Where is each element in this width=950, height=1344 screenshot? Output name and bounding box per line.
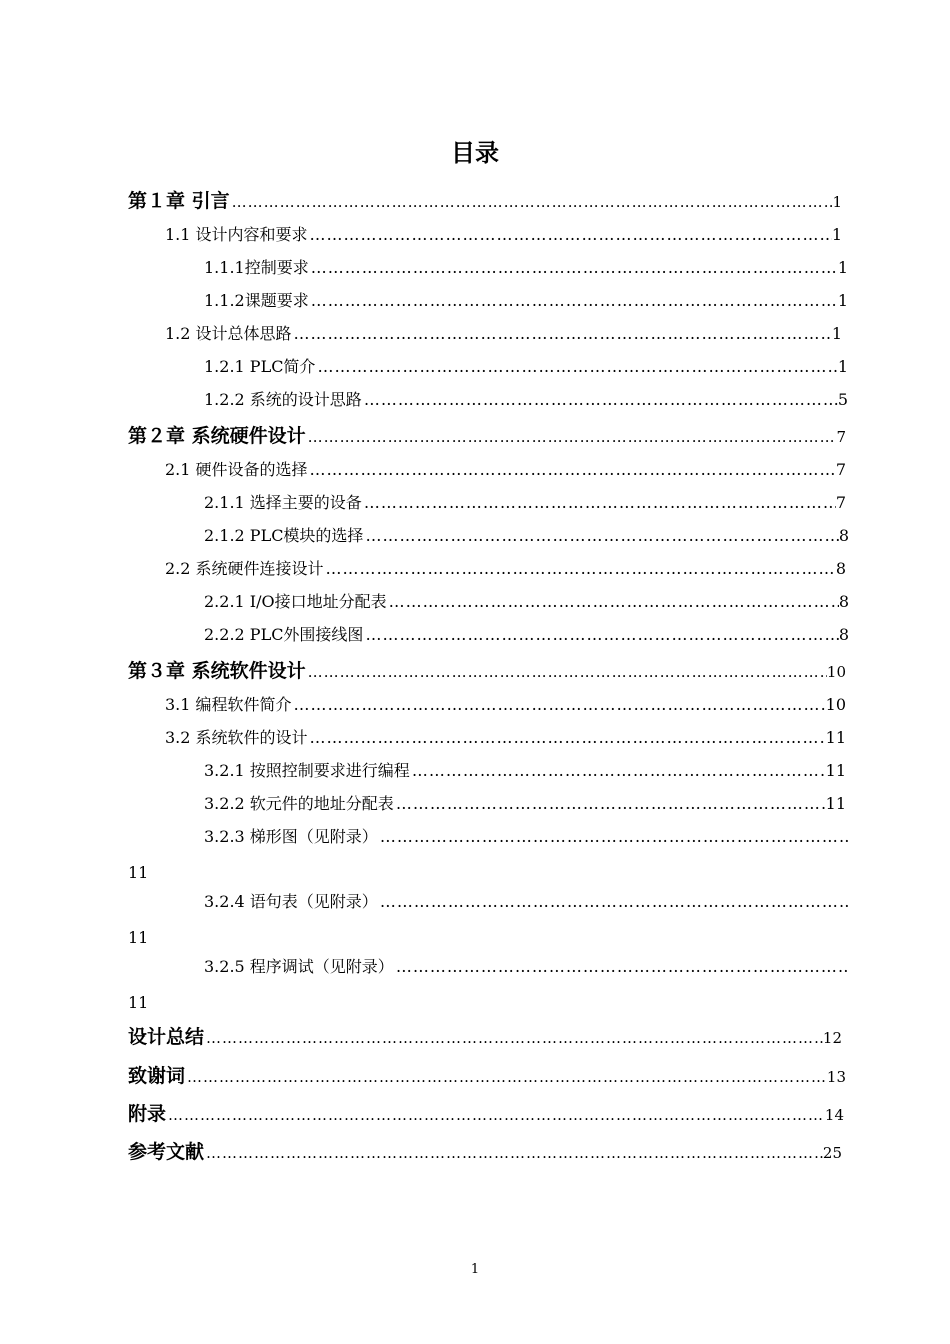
toc-entry-page: 8	[838, 592, 849, 611]
toc-leader-dots	[362, 390, 838, 409]
toc-leader-dots	[308, 225, 832, 244]
toc-entry-label: 3.2.3 梯形图（见附录）	[204, 827, 378, 846]
toc-entry-page: 7	[835, 493, 846, 512]
toc-entry-2-2-2[interactable]	[204, 622, 849, 654]
toc-entry-label: 1.2.1 PLC简介	[204, 357, 316, 376]
toc-entry-3-2[interactable]	[165, 725, 846, 757]
toc-entry-label: 第３章 系统软件设计	[128, 660, 306, 682]
toc-entry-label: 1.2 设计总体思路	[165, 324, 292, 343]
toc-entry-3-1[interactable]	[165, 692, 846, 724]
toc-entry-page: 1	[837, 357, 848, 376]
toc-entry-3-2-4[interactable]	[204, 889, 850, 921]
toc-entry-2-1-2[interactable]	[204, 523, 849, 555]
toc-entry-label: 附录	[128, 1103, 167, 1125]
page-number: 1	[470, 1262, 480, 1277]
toc-entry-label: 2.2.1 I/O接口地址分配表	[204, 592, 387, 611]
toc-leader-dots	[410, 761, 826, 780]
toc-entry-1-2-1[interactable]	[204, 354, 848, 386]
toc-entry-page: 10	[826, 663, 846, 681]
toc-leader-dots	[363, 625, 838, 644]
toc-entry-page: 11	[128, 863, 149, 882]
toc-entry-page: 11	[128, 993, 149, 1012]
toc-entry-label: 2.1.2 PLC模块的选择	[204, 526, 364, 545]
toc-entry-page: 11	[128, 928, 149, 947]
toc-entry-page: 11	[825, 794, 846, 813]
toc-entry-3-2-1[interactable]	[204, 758, 846, 790]
toc-leader-dots	[309, 291, 838, 310]
toc-entry-page: 1	[832, 193, 842, 211]
toc-entry-label: 2.1.1 选择主要的设备	[204, 493, 362, 512]
toc-entry-references[interactable]	[128, 1137, 842, 1169]
toc-entry-label: 设计总结	[128, 1026, 205, 1048]
toc-entry-3-2-3[interactable]	[204, 824, 850, 856]
toc-leader-dots	[315, 357, 837, 376]
toc-entry-label: 3.2.1 按照控制要求进行编程	[204, 761, 410, 780]
toc-entry-page: 25	[822, 1144, 842, 1162]
toc-entry-page: 10	[825, 695, 846, 714]
toc-leader-dots	[308, 460, 836, 479]
toc-entry-appendix[interactable]	[128, 1099, 844, 1131]
toc-entry-label: 3.2 系统软件的设计	[165, 728, 308, 747]
toc-leader-dots	[394, 794, 826, 813]
toc-title: 目录	[451, 139, 499, 167]
toc-entry-page: 8	[838, 526, 849, 545]
toc-leader-dots	[204, 1029, 823, 1047]
toc-entry-3-2-5[interactable]	[204, 954, 850, 986]
toc-entry-label: 第１章 引言	[128, 190, 230, 212]
toc-leader-dots	[394, 957, 850, 976]
toc-entry-page: 13	[826, 1068, 846, 1086]
toc-entry-page: 7	[835, 460, 846, 479]
toc-entry-chapter-3[interactable]	[128, 656, 846, 688]
toc-entry-label: 第２章 系统硬件设计	[128, 425, 306, 447]
toc-entry-label: 3.2.4 语句表（见附录）	[204, 892, 378, 911]
toc-entry-chapter-2[interactable]	[128, 421, 846, 453]
toc-leader-dots	[362, 493, 836, 512]
toc-entry-label: 2.1 硬件设备的选择	[165, 460, 308, 479]
toc-entry-page: 8	[838, 625, 849, 644]
toc-leader-dots	[387, 592, 839, 611]
toc-entry-page: 11	[825, 761, 846, 780]
toc-entry-chapter-1[interactable]	[128, 186, 842, 218]
toc-entry-page: 14	[824, 1106, 844, 1124]
toc-entry-acknowledgements[interactable]	[128, 1061, 846, 1093]
toc-leader-dots	[309, 258, 838, 277]
toc-entry-label: 1.1.1控制要求	[204, 258, 309, 277]
toc-leader-dots	[308, 728, 826, 747]
toc-entry-1-1-2[interactable]	[204, 288, 848, 320]
toc-entry-1-2[interactable]	[165, 321, 842, 353]
toc-entry-1-1[interactable]	[165, 222, 842, 254]
toc-leader-dots	[378, 827, 850, 846]
toc-entry-3-2-2[interactable]	[204, 791, 846, 823]
toc-entry-page: 1	[831, 324, 842, 343]
toc-entry-label: 2.2 系统硬件连接设计	[165, 559, 324, 578]
toc-entry-page: 7	[836, 428, 846, 446]
toc-leader-dots	[185, 1068, 827, 1086]
toc-entry-label: 3.2.2 软元件的地址分配表	[204, 794, 394, 813]
toc-leader-dots	[306, 663, 827, 681]
toc-entry-page: 11	[825, 728, 846, 747]
toc-leader-dots	[363, 526, 838, 545]
toc-entry-label: 1.1 设计内容和要求	[165, 225, 308, 244]
toc-leader-dots	[292, 324, 832, 343]
toc-entry-page: 12	[822, 1029, 842, 1047]
toc-entry-2-2-1[interactable]	[204, 589, 849, 621]
toc-entry-label: 3.1 编程软件简介	[165, 695, 292, 714]
toc-entry-page: 5	[837, 390, 848, 409]
toc-entry-label: 1.1.2课题要求	[204, 291, 309, 310]
toc-leader-dots	[292, 695, 826, 714]
toc-entry-page: 1	[831, 225, 842, 244]
toc-entry-1-1-1[interactable]	[204, 255, 848, 287]
toc-entry-1-2-2[interactable]	[204, 387, 848, 419]
toc-entry-label: 1.2.2 系统的设计思路	[204, 390, 362, 409]
toc-entry-label: 致谢词	[128, 1065, 186, 1087]
toc-leader-dots	[378, 892, 850, 911]
toc-entry-label: 3.2.5 程序调试（见附录）	[204, 957, 394, 976]
toc-leader-dots	[324, 559, 836, 578]
toc-entry-label: 2.2.2 PLC外围接线图	[204, 625, 364, 644]
toc-entry-2-1-1[interactable]	[204, 490, 846, 522]
toc-entry-summary[interactable]	[128, 1022, 842, 1054]
toc-entry-page: 1	[837, 291, 848, 310]
toc-leader-dots	[230, 193, 833, 211]
toc-leader-dots	[166, 1106, 825, 1124]
toc-entry-2-1[interactable]	[165, 457, 846, 489]
toc-entry-page: 1	[837, 258, 848, 277]
toc-entry-page: 8	[835, 559, 846, 578]
toc-leader-dots	[204, 1144, 823, 1162]
toc-entry-label: 参考文献	[128, 1141, 205, 1163]
toc-leader-dots	[306, 428, 837, 446]
toc-entry-2-2[interactable]	[165, 556, 846, 588]
